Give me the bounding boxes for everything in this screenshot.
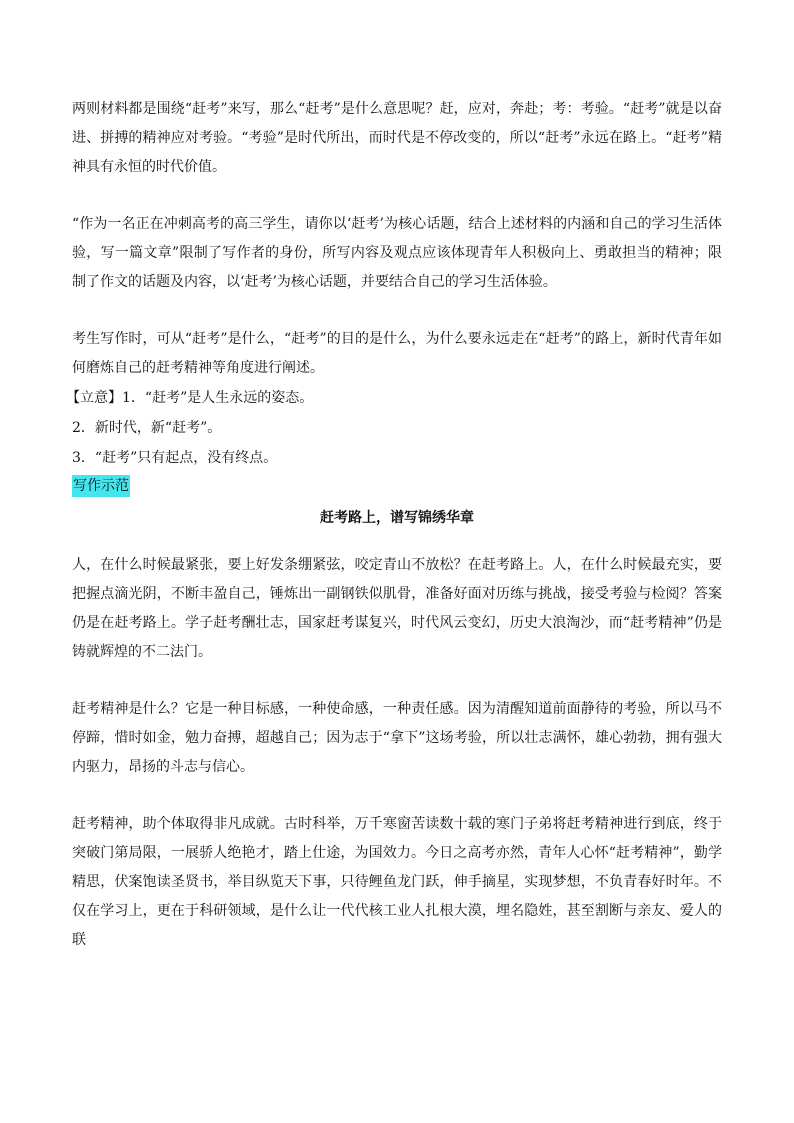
lizhi-line-1: 【立意】1．“赶考”是人生永远的姿态。 [66, 390, 314, 406]
essay-paragraph-3: 赶考精神，助个体取得非凡成就。古时科举，万千寒窗苦读数十载的寒门子弟将赶考精神进行到底，终于突破门第局限，一展骄人绝艳才，踏上仕途，为国效力。今日之高考亦然，青年人心怀“赶考精神”，勤学精思，伏案饱读圣贤书，举目纵览天下事，只待鲤鱼龙门跃，伸手摘星，实现梦想，不负青春好时年。不仅在学习上，更在于科研领域，是什么让一代代核工业人扎根大漠，埋名隐姓，甚至割断与亲友、爱人的联 [72, 816, 722, 948]
intro-paragraph-3: 考生写作时，可从“赶考”是什么，“赶考”的目的是什么，为什么要永远走在“赶考”的路上，新时代青年如何磨炼自己的赶考精神等角度进行阐述。 [72, 331, 722, 376]
document-page [66, 95, 722, 955]
section-label-row [72, 473, 722, 497]
lizhi-line-3: 3．“赶考”只有起点，没有终点。 [72, 450, 278, 466]
lizhi-line-2: 2．新时代，新“赶考”。 [72, 420, 222, 436]
intro-paragraph-1: 两则材料都是围绕“赶考”来写，那么“赶考”是什么意思呢？赶，应对，奔赴；考：考验。“赶考”就是以奋进、拼搏的精神应对考验。“考验”是时代所出，而时代是不停改变的，所以“赶考”永远在路上。“赶考”精神具有永恒的时代价值。 [72, 101, 722, 175]
essay-title: 赶考路上，谱写锦绣华章 [320, 510, 474, 526]
intro-paragraph-2: “作为一名正在冲刺高考的高三学生，请你以‘赶考’为核心话题，结合上述材料的内涵和自己的学习生活体验，写一篇文章”限制了写作者的身份，所写内容及观点应该体现青年人积极向上、勇敢担当的精神；限制了作文的话题及内容，以‘赶考’为核心话题，并要结合自己的学习生活体验。 [72, 216, 722, 290]
section-label-writing-example: 写作示范 [72, 475, 130, 497]
essay-paragraph-1: 人，在什么时候最紧张，要上好发条绷紧弦，咬定青山不放松？在赶考路上。人，在什么时候最充实，要把握点滴光阴，不断丰盈自己，锤炼出一副钢铁似肌骨，准备好面对历练与挑战，接受考验与检阅？答案仍是在赶考路上。学子赶考酬壮志，国家赶考谋复兴，时代风云变幻，历史大浪淘沙，而“赶考精神”仍是铸就辉煌的不二法门。 [72, 557, 722, 660]
essay-paragraph-2: 赶考精神是什么？它是一种目标感，一种使命感，一种责任感。因为清醒知道前面静待的考验，所以马不停蹄，惜时如金，勉力奋搏，超越自己；因为志于“拿下”这场考验，所以壮志满怀，雄心勃勃，拥有强大内驱力，昂扬的斗志与信心。 [72, 701, 722, 775]
